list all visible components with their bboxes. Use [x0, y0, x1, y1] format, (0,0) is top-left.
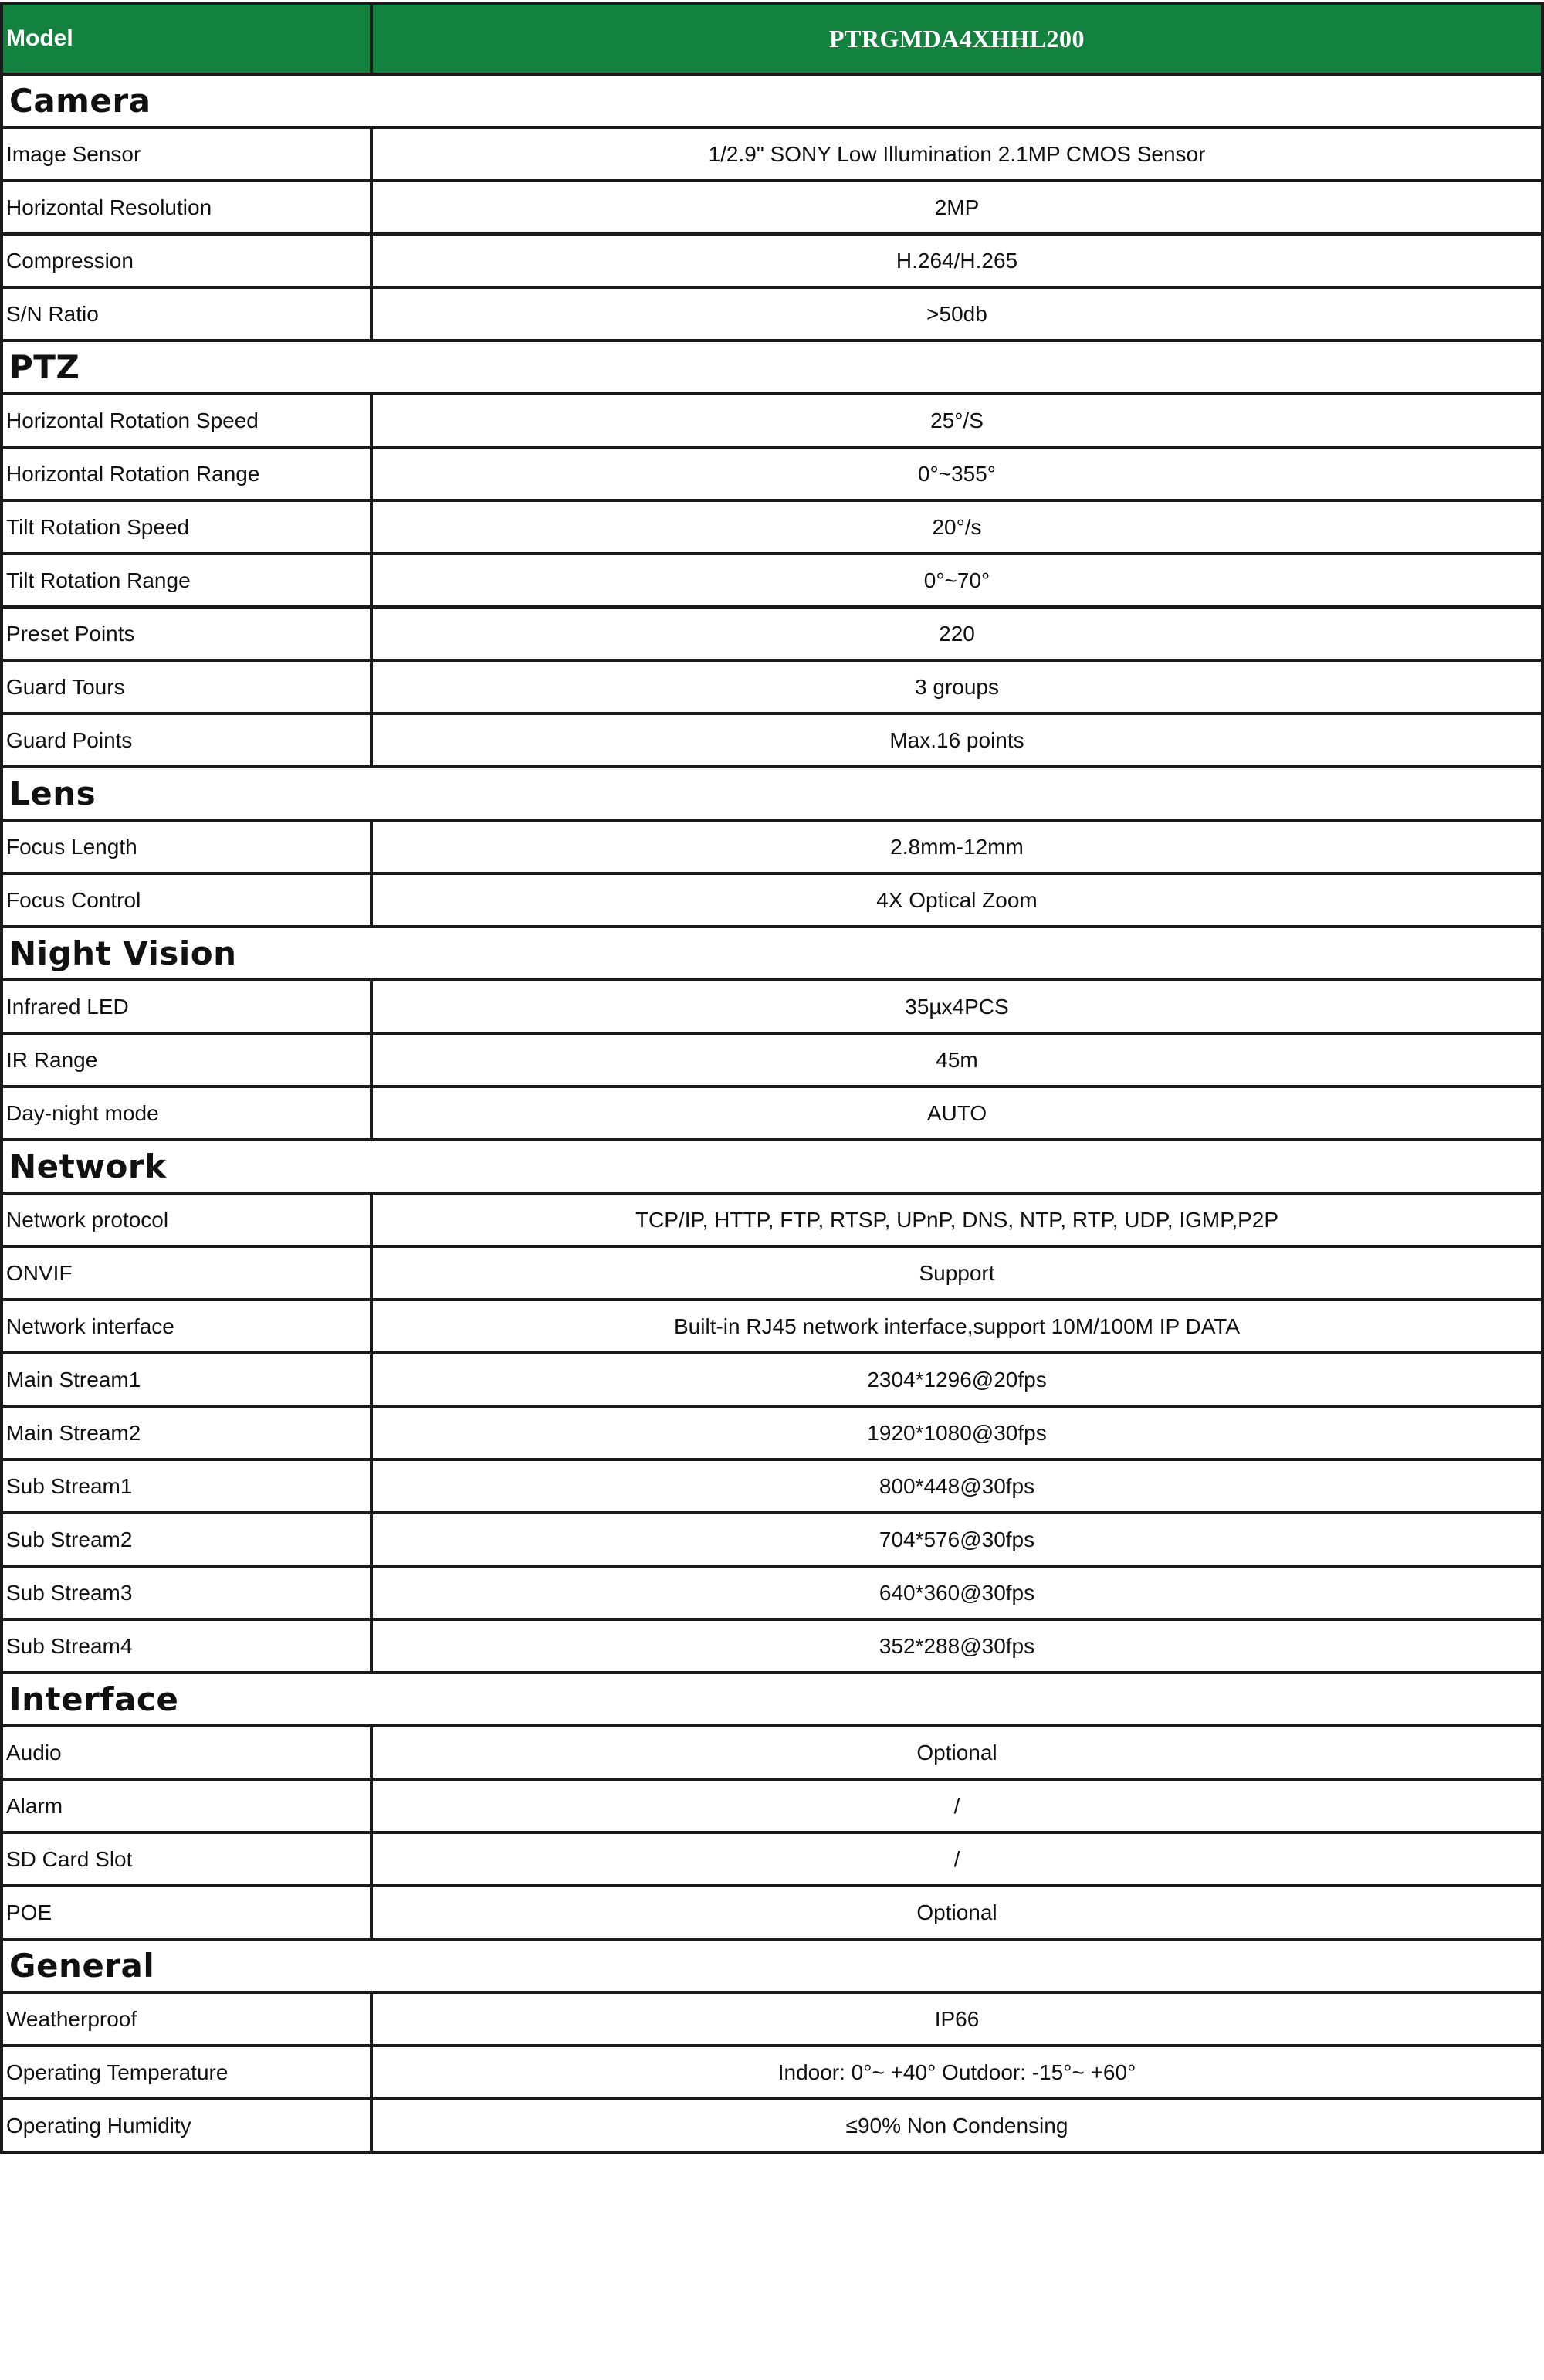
section-header-row: [2, 1673, 1542, 1726]
spec-row: [2, 980, 1542, 1033]
spec-row: [2, 234, 1542, 287]
spec-row: [2, 607, 1542, 660]
spec-table: [0, 2, 1544, 2154]
spec-value: 800*448@30fps: [371, 1460, 1542, 1513]
spec-label: ONVIF: [2, 1246, 371, 1300]
spec-label: Alarm: [2, 1779, 371, 1832]
spec-row: [2, 181, 1542, 234]
model-header-row: [2, 3, 1542, 74]
spec-row: [2, 554, 1542, 607]
spec-value: Support: [371, 1246, 1542, 1300]
spec-row: [2, 1246, 1542, 1300]
spec-row: [2, 1300, 1542, 1353]
spec-value: Optional: [371, 1726, 1542, 1779]
spec-label: Guard Tours: [2, 660, 371, 714]
spec-row: [2, 1033, 1542, 1087]
spec-label: IR Range: [2, 1033, 371, 1087]
spec-row: [2, 714, 1542, 767]
spec-row: [2, 1619, 1542, 1673]
spec-value: IP66: [371, 1992, 1542, 2046]
spec-row: [2, 873, 1542, 927]
spec-value: 220: [371, 607, 1542, 660]
spec-label: Main Stream1: [2, 1353, 371, 1406]
spec-label: Sub Stream2: [2, 1513, 371, 1566]
spec-label: Compression: [2, 234, 371, 287]
spec-value: 704*576@30fps: [371, 1513, 1542, 1566]
spec-label: Focus Control: [2, 873, 371, 927]
spec-label: Weatherproof: [2, 1992, 371, 2046]
section-header-row: [2, 341, 1542, 394]
spec-value: H.264/H.265: [371, 234, 1542, 287]
section-header-row: [2, 1939, 1542, 1992]
spec-label: Horizontal Rotation Range: [2, 447, 371, 500]
spec-value: AUTO: [371, 1087, 1542, 1140]
spec-label: Sub Stream3: [2, 1566, 371, 1619]
section-title: Night Vision: [2, 927, 1542, 980]
spec-label: Horizontal Rotation Speed: [2, 394, 371, 447]
spec-label: Infrared LED: [2, 980, 371, 1033]
spec-label: Audio: [2, 1726, 371, 1779]
spec-row: [2, 1566, 1542, 1619]
spec-label: Guard Points: [2, 714, 371, 767]
spec-value: 0°~70°: [371, 554, 1542, 607]
spec-label: Operating Humidity: [2, 2099, 371, 2152]
spec-row: [2, 1832, 1542, 1886]
spec-row: [2, 287, 1542, 341]
spec-label: Network protocol: [2, 1193, 371, 1246]
spec-row: [2, 1726, 1542, 1779]
spec-row: [2, 1460, 1542, 1513]
spec-label: Day-night mode: [2, 1087, 371, 1140]
spec-row: [2, 500, 1542, 554]
spec-row: [2, 820, 1542, 873]
spec-row: [2, 447, 1542, 500]
spec-value: 45m: [371, 1033, 1542, 1087]
spec-label: POE: [2, 1886, 371, 1939]
section-title: Interface: [2, 1673, 1542, 1726]
model-header-label: Model: [2, 3, 371, 74]
spec-label: Sub Stream4: [2, 1619, 371, 1673]
spec-row: [2, 1513, 1542, 1566]
section-header-row: [2, 927, 1542, 980]
spec-value: 1/2.9" SONY Low Illumination 2.1MP CMOS Sensor: [371, 127, 1542, 181]
spec-value: 640*360@30fps: [371, 1566, 1542, 1619]
spec-value: TCP/IP, HTTP, FTP, RTSP, UPnP, DNS, NTP, RTP, UDP, IGMP,P2P: [371, 1193, 1542, 1246]
spec-label: Main Stream2: [2, 1406, 371, 1460]
section-title: Lens: [2, 767, 1542, 820]
spec-value: 2.8mm-12mm: [371, 820, 1542, 873]
spec-label: Preset Points: [2, 607, 371, 660]
section-title: General: [2, 1939, 1542, 1992]
section-header-row: [2, 1140, 1542, 1193]
spec-value: 352*288@30fps: [371, 1619, 1542, 1673]
section-header-row: [2, 767, 1542, 820]
spec-value: 25°/S: [371, 394, 1542, 447]
spec-row: [2, 1779, 1542, 1832]
spec-row: [2, 1193, 1542, 1246]
spec-value: 2304*1296@20fps: [371, 1353, 1542, 1406]
spec-row: [2, 1992, 1542, 2046]
spec-row: [2, 127, 1542, 181]
spec-label: Horizontal Resolution: [2, 181, 371, 234]
spec-label: Sub Stream1: [2, 1460, 371, 1513]
spec-row: [2, 2099, 1542, 2152]
spec-value: 1920*1080@30fps: [371, 1406, 1542, 1460]
spec-label: Tilt Rotation Speed: [2, 500, 371, 554]
spec-value: Built-in RJ45 network interface,support 10M/100M IP DATA: [371, 1300, 1542, 1353]
spec-label: S/N Ratio: [2, 287, 371, 341]
spec-label: Focus Length: [2, 820, 371, 873]
spec-value: 20°/s: [371, 500, 1542, 554]
spec-label: Network interface: [2, 1300, 371, 1353]
section-title: Camera: [2, 74, 1542, 127]
spec-value: >50db: [371, 287, 1542, 341]
spec-value: /: [371, 1779, 1542, 1832]
spec-table-body: [2, 3, 1542, 2152]
spec-value: Max.16 points: [371, 714, 1542, 767]
spec-value: Optional: [371, 1886, 1542, 1939]
spec-value: 4X Optical Zoom: [371, 873, 1542, 927]
spec-row: [2, 660, 1542, 714]
spec-value: /: [371, 1832, 1542, 1886]
spec-label: Operating Temperature: [2, 2046, 371, 2099]
spec-label: SD Card Slot: [2, 1832, 371, 1886]
spec-value: 35µx4PCS: [371, 980, 1542, 1033]
spec-value: ≤90% Non Condensing: [371, 2099, 1542, 2152]
section-title: Network: [2, 1140, 1542, 1193]
spec-value: 2MP: [371, 181, 1542, 234]
spec-row: [2, 1353, 1542, 1406]
spec-label: Image Sensor: [2, 127, 371, 181]
spec-row: [2, 2046, 1542, 2099]
section-title: PTZ: [2, 341, 1542, 394]
spec-row: [2, 1406, 1542, 1460]
spec-label: Tilt Rotation Range: [2, 554, 371, 607]
spec-row: [2, 1886, 1542, 1939]
model-header-value: PTRGMDA4XHHL200: [371, 3, 1542, 74]
spec-value: Indoor: 0°~ +40° Outdoor: -15°~ +60°: [371, 2046, 1542, 2099]
spec-row: [2, 1087, 1542, 1140]
spec-value: 0°~355°: [371, 447, 1542, 500]
section-header-row: [2, 74, 1542, 127]
spec-value: 3 groups: [371, 660, 1542, 714]
spec-row: [2, 394, 1542, 447]
